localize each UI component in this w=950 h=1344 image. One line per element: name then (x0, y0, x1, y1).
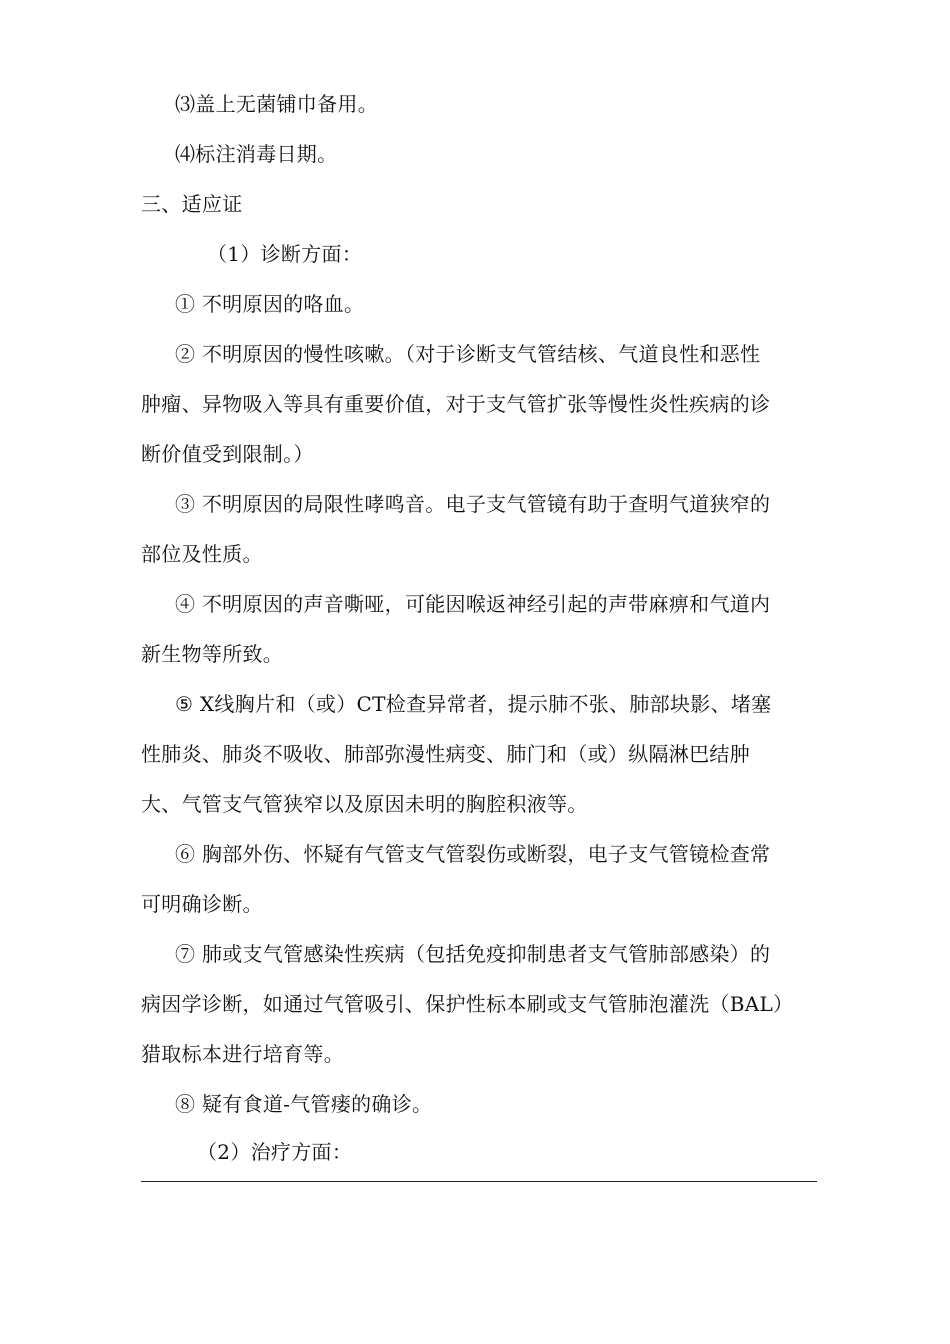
diagnosis-item-6-line-1: ⑥ 胸部外伤、怀疑有气管支气管裂伤或断裂，电子支气管镜检查常 (175, 842, 771, 866)
diagnosis-item-2-line-2: 肿瘤、异物吸入等具有重要价值，对于支气管扩张等慢性炎性疾病的诊 (141, 392, 771, 416)
diagnosis-item-3-line-1: ③ 不明原因的局限性哮鸣音。电子支气管镜有助于查明气道狭窄的 (175, 492, 771, 516)
diagnosis-item-7-line-3: 猎取标本进行培育等。 (141, 1042, 344, 1066)
diagnosis-item-7-line-1: ⑦ 肺或支气管感染性疾病（包括免疫抑制患者支气管肺部感染）的 (175, 942, 771, 966)
diagnosis-item-4-line-1: ④ 不明原因的声音嘶哑，可能因喉返神经引起的声带麻痹和气道内 (175, 592, 771, 616)
step-4-text: ⑷标注消毒日期。 (175, 142, 338, 166)
diagnosis-item-6-line-2: 可明确诊断。 (141, 892, 263, 916)
diagnosis-heading: （1）诊断方面： (207, 242, 363, 266)
diagnosis-item-2-line-3: 断价值受到限制。） (141, 442, 314, 466)
diagnosis-item-5-line-2: 性肺炎、肺炎不吸收、肺部弥漫性病变、肺门和（或）纵隔淋巴结肿 (141, 742, 750, 766)
diagnosis-item-3-line-2: 部位及性质。 (141, 542, 263, 566)
diagnosis-item-5-line-3: 大、气管支气管狭窄以及原因未明的胸腔积液等。 (141, 792, 588, 816)
diagnosis-item-4-line-2: 新生物等所致。 (141, 642, 284, 666)
diagnosis-item-8: ⑧ 疑有食道-气管瘘的确诊。 (175, 1092, 433, 1116)
diagnosis-item-7-line-2: 病因学诊断，如通过气管吸引、保护性标本刷或支气管肺泡灌洗（BAL） (141, 992, 794, 1016)
diagnosis-item-5-line-1: ⑤ X线胸片和（或）CT检查异常者，提示肺不张、肺部块影、堵塞 (175, 692, 772, 716)
diagnosis-item-1: ① 不明原因的咯血。 (175, 292, 365, 316)
section-heading: 三、适应证 (141, 192, 243, 216)
footer-divider (141, 1181, 817, 1182)
diagnosis-item-2-line-1: ② 不明原因的慢性咳嗽。（对于诊断支气管结核、气道良性和恶性 (175, 342, 761, 366)
step-3-text: ⑶盖上无菌铺巾备用。 (175, 92, 378, 116)
treatment-heading: （2）治疗方面： (197, 1140, 353, 1164)
